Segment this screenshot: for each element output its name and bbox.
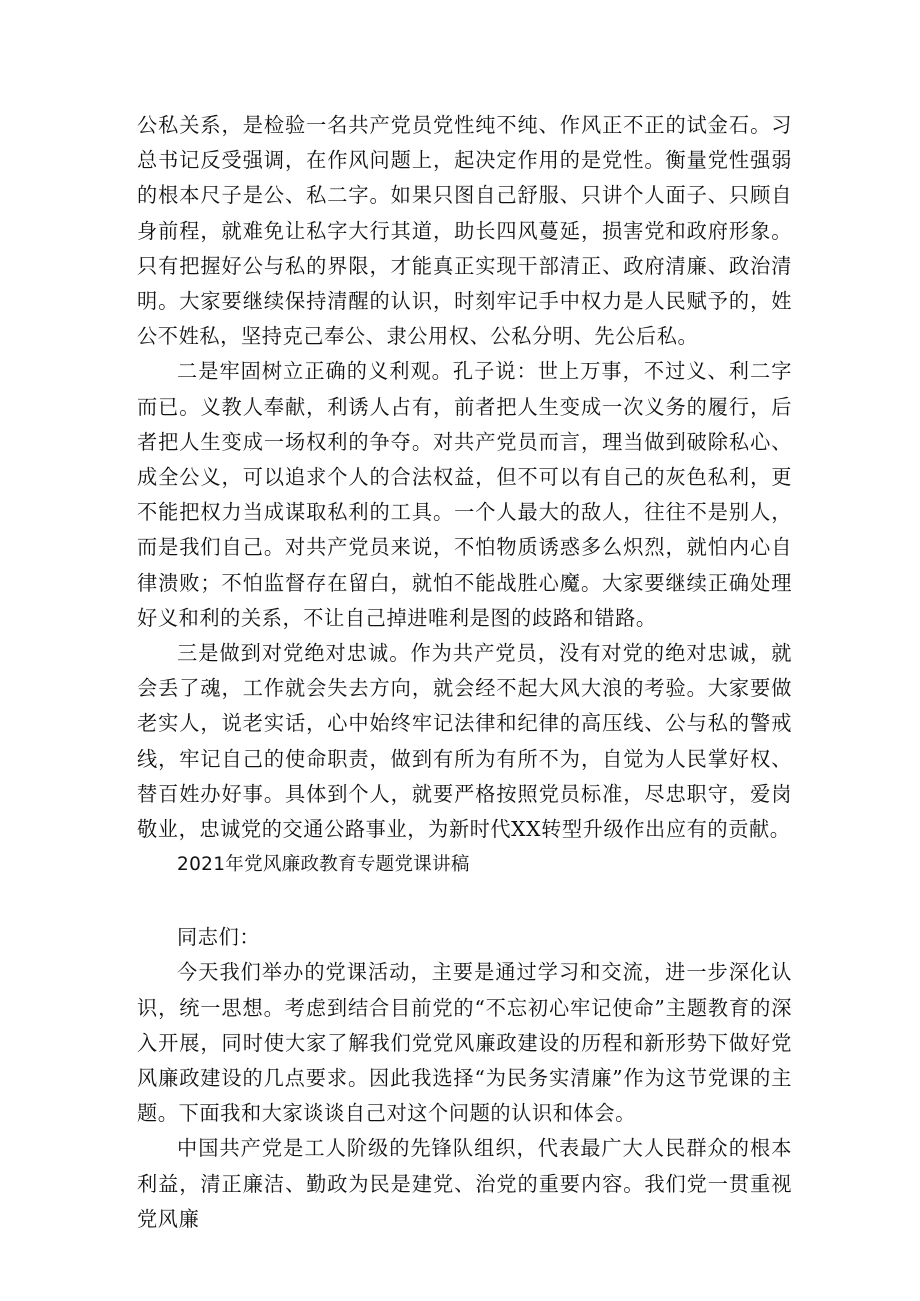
body-paragraph: 中国共产党是工人阶级的先锋队组织，代表最广大人民群众的根本利益，清正廉洁、勤政为民是建党、治党的重要内容。我们党一贯重视党风廉 xyxy=(137,1136,792,1231)
body-paragraph: 今天我们举办的党课活动，主要是通过学习和交流，进一步深化认识，统一思想。考虑到结合目前党的“不忘初心牢记使命”主题教育的深入开展，同时使大家了解我们党党风廉政建设的历程和新形势下做好党风廉政建设的几点要求。因此我选择“为民务实清廉”作为这节党课的主题。下面我和大家谈谈自己对这个问题的认识和体会。 xyxy=(137,960,792,1126)
body-paragraph: 三是做到对党绝对忠诚。作为共产党员，没有对党的绝对忠诚，就会丢了魂，工作就会失去方向，就会经不起大风大浪的考验。大家要做老实人，说老实话，心中始终牢记法律和纪律的高压线、公与私的警戒线，牢记自己的使命职责，做到有所为有所不为，自觉为人民掌好权、替百姓办好事。具体到个人，就要严格按照党员标准，尽忠职守，爱岗敬业，忠诚党的交通公路事业，为新时代XX转型升级作出应有的贡献。 xyxy=(137,641,792,842)
body-paragraph: 二是牢固树立正确的义利观。孔子说：世上万事，不过义、利二字而已。义教人奉献，利诱人占有，前者把人生变成一次义务的履行，后者把人生变成一场权利的争夺。对共产党员而言，理当做到破除私心、成全公义，可以追求个人的合法权益，但不可以有自己的灰色私利，更不能把权力当成谋取私利的工具。一个人最大的敌人，往往不是别人，而是我们自己。对共产党员来说，不怕物质诱惑多么炽烈，就怕内心自律溃败；不怕监督存在留白，就怕不能战胜心魔。大家要继续正确处理好义和利的关系，不让自己掉进唯利是图的歧路和错路。 xyxy=(137,359,792,630)
body-paragraph: 公私关系，是检验一名共产党员党性纯不纯、作风正不正的试金石。习总书记反受强调，在作风问题上，起决定作用的是党性。衡量党性强弱的根本尺子是公、私二字。如果只图自己舒服、只讲个人面子、只顾自身前程，就难免让私字大行其道，助长四风蔓延，损害党和政府形象。只有把握好公与私的界限，才能真正实现干部清正、政府清廉、政治清明。大家要继续保持清醒的认识，时刻牢记手中权力是人民赋予的，姓公不姓私，坚持克己奉公、隶公用权、公私分明、先公后私。 xyxy=(137,113,792,349)
greeting: 同志们： xyxy=(177,925,261,950)
section-title: 2021年党风廉政教育专题党课讲稿 xyxy=(177,854,470,876)
blank-spacer xyxy=(137,882,792,920)
